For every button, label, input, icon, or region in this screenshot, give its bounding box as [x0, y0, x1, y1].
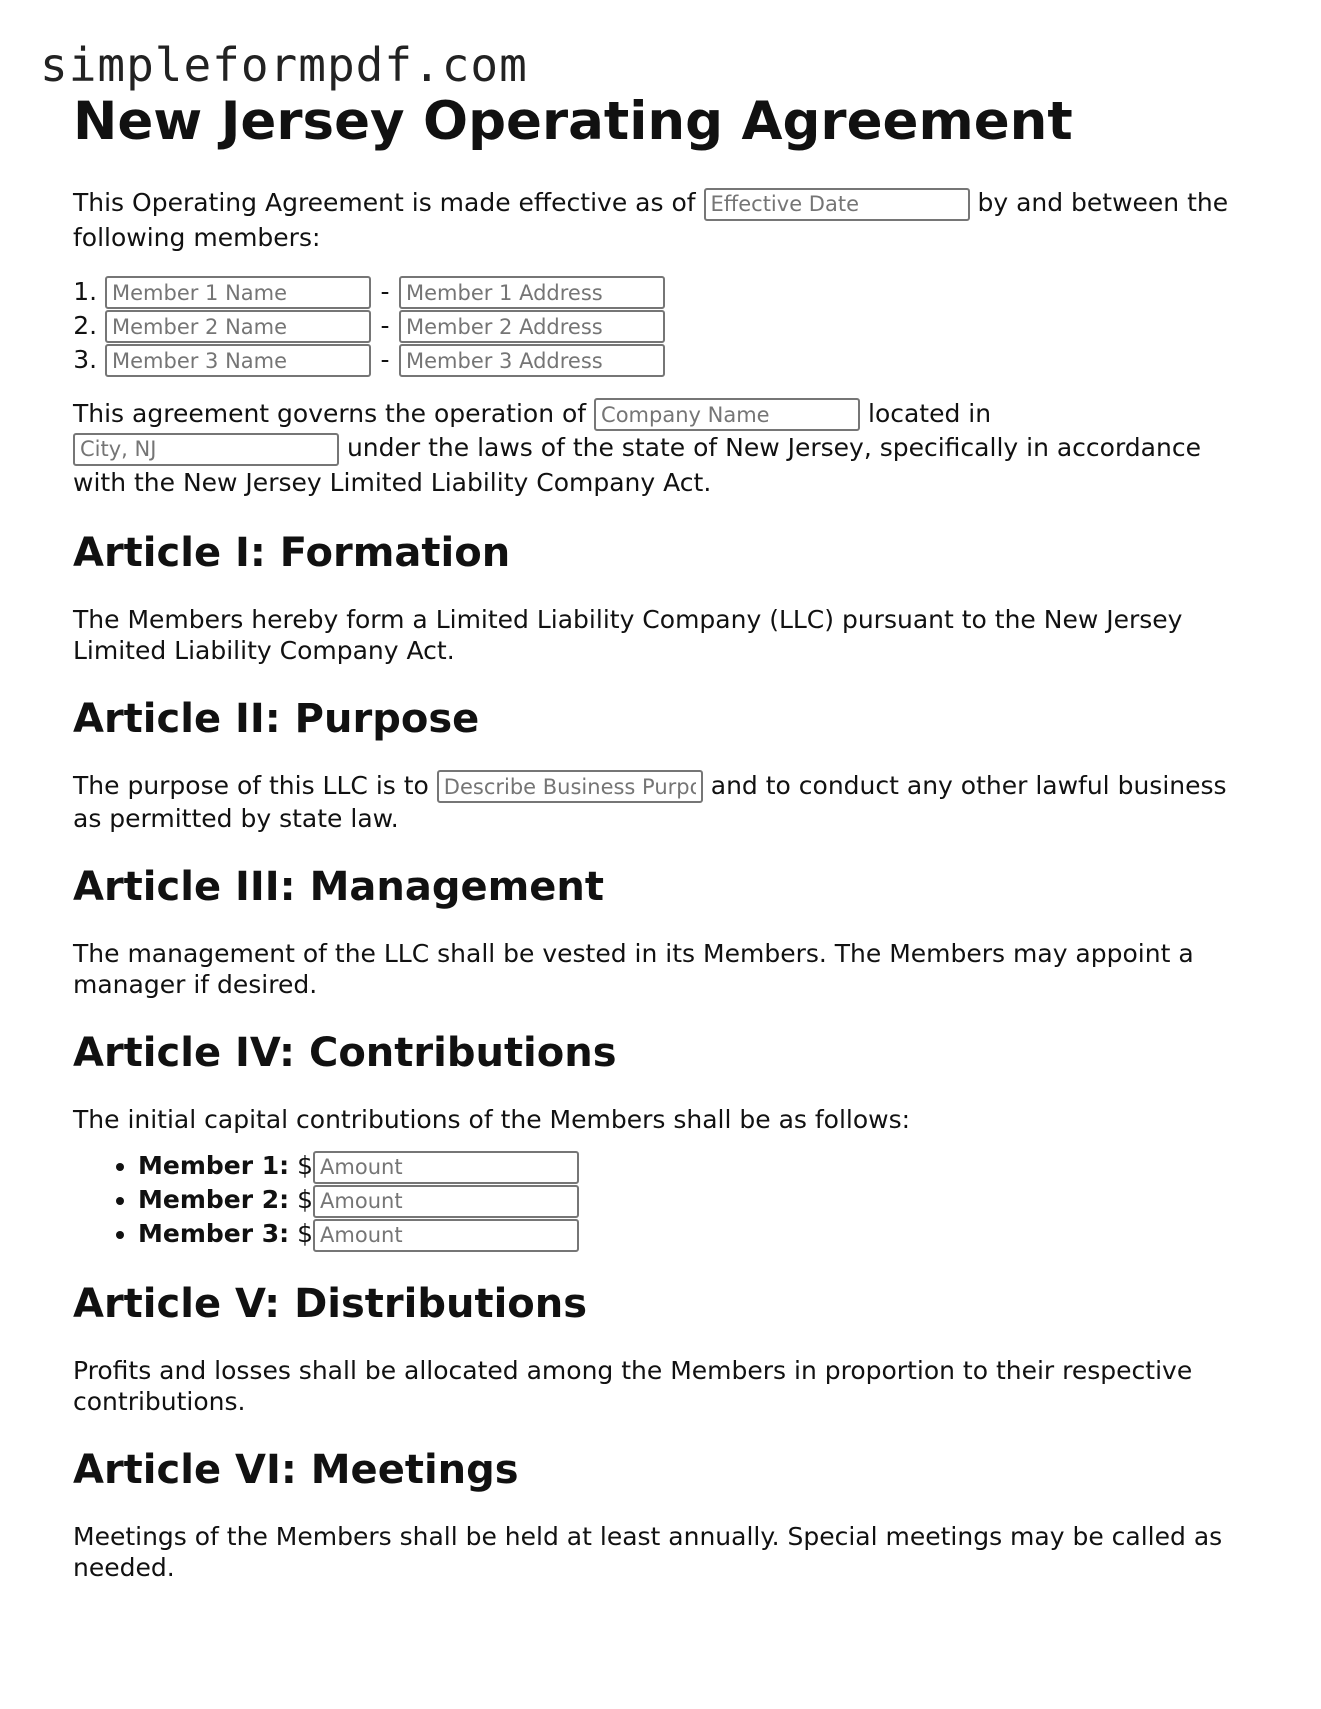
intro-paragraph: [73, 186, 1253, 255]
member-1-name-input[interactable]: [105, 276, 371, 309]
contribution-item: [138, 1183, 1253, 1217]
company-name-input[interactable]: [594, 398, 860, 431]
article-distributions-heading: Article V: Distributions: [73, 1281, 588, 1327]
business-purpose-input[interactable]: [437, 770, 703, 803]
effective-date-input[interactable]: [704, 188, 970, 221]
purpose-text-after: and to conduct any other lawful business as permitted by state law.: [73, 770, 1227, 833]
currency-symbol: $: [297, 1219, 314, 1248]
article-purpose-heading: Article II: Purpose: [73, 695, 480, 742]
governs-text-3: under the laws of the state of New Jersey, specifically in accordance with the New Jersey Limited Liability Company Act.: [73, 433, 1201, 497]
currency-symbol: $: [297, 1151, 314, 1180]
member-2-amount-input[interactable]: [313, 1185, 579, 1218]
article-management-text: The management of the LLC shall be vested in its Members. The Members may appoint a manager if desired.: [73, 939, 1194, 999]
article-formation-text: The Members hereby form a Limited Liability Company (LLC) pursuant to the New Jersey Limited Liability Company Act.: [73, 604, 1183, 665]
member-2-address-input[interactable]: [399, 310, 665, 343]
article-contributions-text: The initial capital contributions of the Members shall be as follows:: [73, 1105, 911, 1134]
governs-text-2: located in: [868, 398, 992, 428]
article-purpose-paragraph: [73, 770, 1253, 835]
member-list-item: [105, 343, 1253, 377]
member-3-name-input[interactable]: [105, 344, 371, 377]
contribution-label: Member 1:: [138, 1151, 290, 1180]
contribution-item: [138, 1217, 1253, 1251]
contribution-list: [73, 1149, 1253, 1251]
member-separator: -: [380, 276, 390, 306]
contribution-label: Member 2:: [138, 1185, 290, 1214]
member-separator: -: [380, 310, 390, 340]
currency-symbol: $: [297, 1185, 314, 1214]
member-list-item: [105, 309, 1253, 343]
document-body: [73, 186, 1253, 1583]
city-input[interactable]: [73, 433, 339, 466]
intro-text-before: This Operating Agreement is made effective as of: [73, 188, 696, 217]
member-2-name-input[interactable]: [105, 310, 371, 343]
intro-text-after: by and between the following members:: [73, 188, 1229, 252]
article-meetings-heading: Article VI: Meetings: [73, 1447, 519, 1493]
governs-paragraph: [73, 397, 1253, 500]
member-list-item: [105, 275, 1253, 309]
contribution-item: [138, 1149, 1253, 1183]
watermark: simpleformpdf.com: [40, 38, 528, 92]
member-3-amount-input[interactable]: [313, 1219, 579, 1252]
member-list: [73, 275, 1253, 377]
member-separator: -: [380, 344, 390, 374]
member-3-address-input[interactable]: [399, 344, 665, 377]
article-distributions-text: Profits and losses shall be allocated among the Members in proportion to their respective contributions.: [73, 1356, 1193, 1416]
article-formation-heading: Article I: Formation: [73, 529, 511, 576]
article-management-heading: Article III: Management: [73, 864, 604, 910]
member-1-address-input[interactable]: [399, 276, 665, 309]
page-title: New Jersey Operating Agreement: [73, 91, 1073, 152]
member-1-amount-input[interactable]: [313, 1151, 579, 1184]
article-contributions-heading: Article IV: Contributions: [73, 1030, 617, 1076]
article-meetings-text: Meetings of the Members shall be held at least annually. Special meetings may be called as needed.: [73, 1522, 1223, 1582]
purpose-text-before: The purpose of this LLC is to: [73, 770, 429, 800]
contribution-label: Member 3:: [138, 1219, 290, 1248]
governs-text-1: This agreement governs the operation of: [73, 398, 587, 428]
